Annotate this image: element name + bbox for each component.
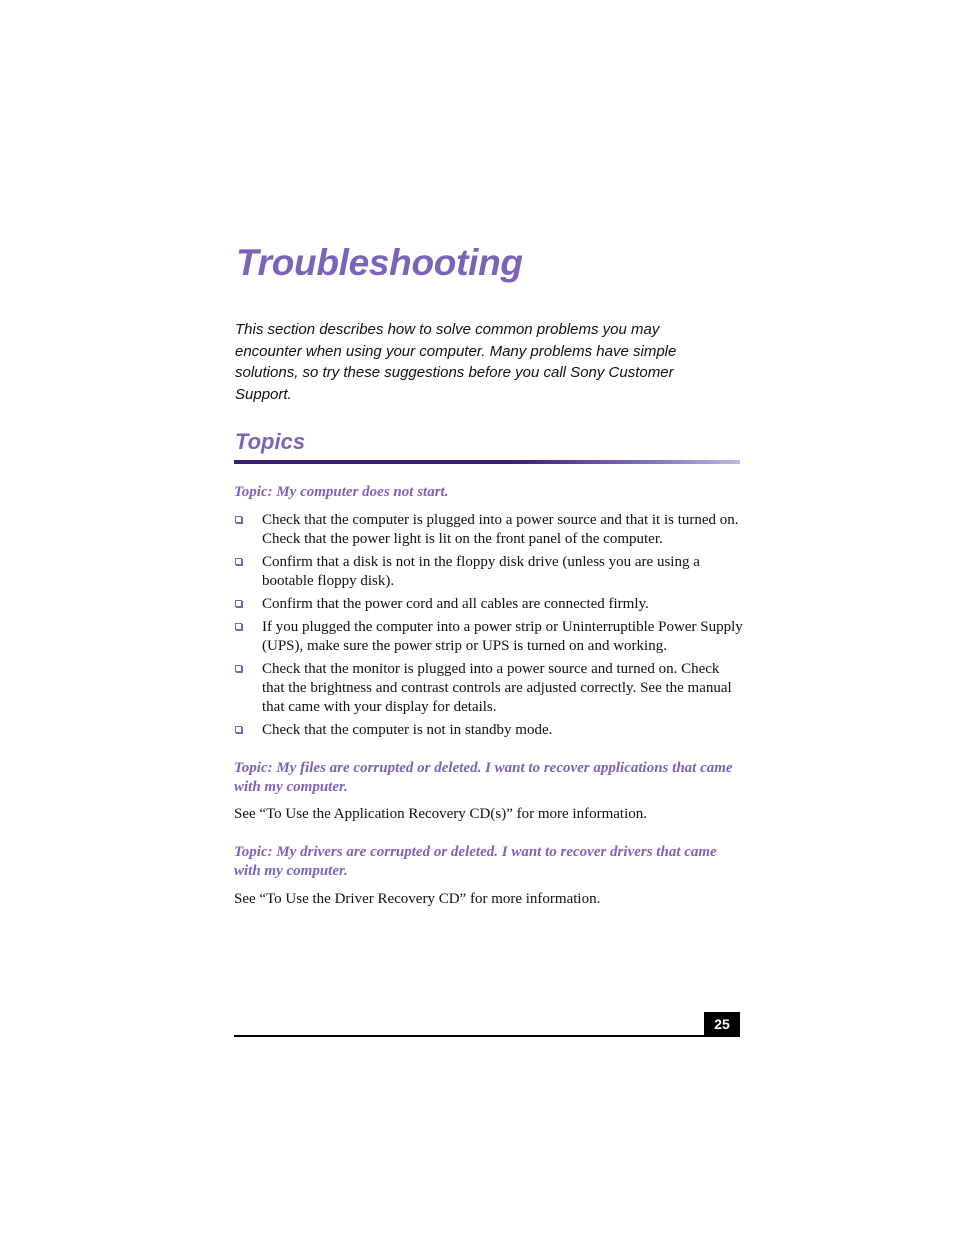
list-item — [234, 595, 744, 614]
list-item — [234, 618, 744, 656]
list-item — [234, 553, 744, 591]
list-item — [234, 721, 744, 740]
bullet-list — [234, 511, 744, 744]
checkbox-bullet-icon — [235, 516, 242, 523]
section-heading-topics: Topics — [235, 429, 306, 454]
list-item-text: Check that the computer is plugged into a power source and that it is turned on. Check that the power light is lit on the front panel of the computer. — [262, 512, 739, 547]
topic-heading-not-start: Topic: My computer does not start. — [234, 484, 449, 500]
application-recovery-reference: See “To Use the Application Recovery CD(s)” for more information. — [234, 806, 647, 822]
list-item — [234, 660, 744, 717]
topic-heading-drivers-corrupted: Topic: My drivers are corrupted or deleted. I want to recover drivers that came with my computer. — [234, 844, 717, 879]
page-number-badge: 25 — [704, 1012, 740, 1037]
section-divider — [234, 460, 740, 464]
footer-divider — [234, 1035, 740, 1037]
checkbox-bullet-icon — [235, 600, 242, 607]
checkbox-bullet-icon — [235, 558, 242, 565]
list-item-text: If you plugged the computer into a power strip or Uninterruptible Power Supply (UPS), make sure the power strip or UPS is turned on and working. — [262, 619, 743, 654]
list-item-text: Confirm that the power cord and all cables are connected firmly. — [262, 596, 649, 612]
list-item-text: Confirm that a disk is not in the floppy disk drive (unless you are using a bootable floppy disk). — [262, 554, 700, 589]
checkbox-bullet-icon — [235, 623, 242, 630]
topic-heading-files-corrupted: Topic: My files are corrupted or deleted. I want to recover applications that came with my computer. — [234, 760, 733, 795]
list-item-text: Check that the computer is not in standby mode. — [262, 722, 553, 738]
driver-recovery-reference: See “To Use the Driver Recovery CD” for more information. — [234, 891, 601, 907]
page-title: Troubleshooting — [236, 242, 523, 283]
list-item-text: Check that the monitor is plugged into a power source and turned on. Check that the brightness and contrast controls are adjusted correctly. See the manual that came with your display for details. — [262, 661, 732, 715]
checkbox-bullet-icon — [235, 665, 242, 672]
checkbox-bullet-icon — [235, 726, 242, 733]
intro-paragraph: This section describes how to solve common problems you may encounter when using your computer. Many problems have simple solutions, so try these suggestions before you call Sony Customer Support. — [235, 321, 677, 404]
list-item — [234, 511, 744, 549]
